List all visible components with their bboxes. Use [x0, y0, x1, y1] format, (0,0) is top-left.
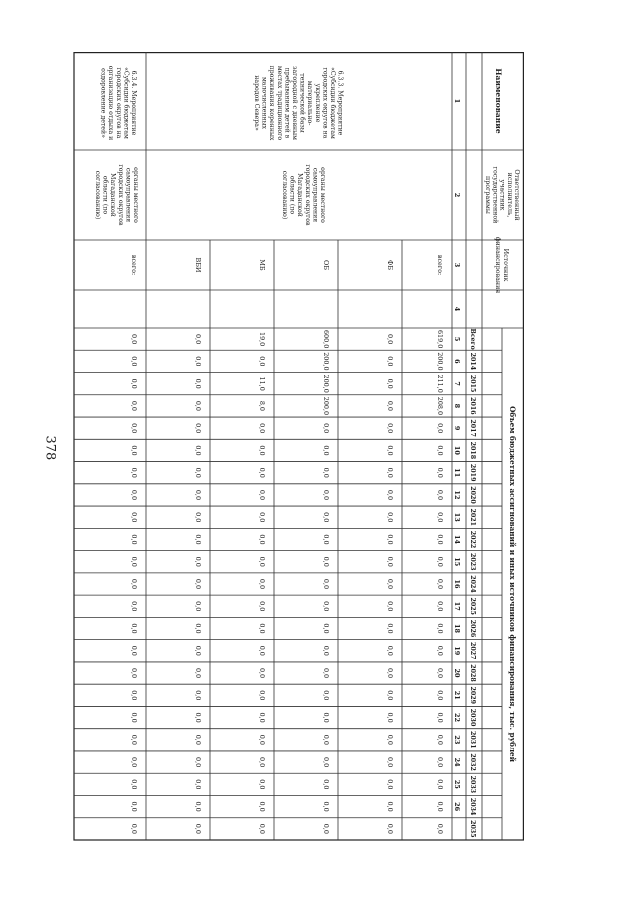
header-year: 2032: [469, 753, 476, 771]
value-cell: 0,0: [130, 378, 138, 389]
header-executor-line: Ответственный: [513, 169, 520, 221]
value-cell: 0,0: [322, 534, 330, 545]
item-executor-line: самоуправления: [311, 167, 319, 223]
item-executor-line: согласованию): [94, 170, 101, 220]
value-cell: 0,0: [386, 667, 394, 679]
value-cell: 0,0: [194, 467, 202, 478]
item-name: [253, 66, 344, 141]
value-cell: 0,0: [130, 734, 138, 745]
value-cell: 0,0: [386, 578, 394, 590]
value-cell: 0,0: [130, 467, 138, 478]
header-year: 2035: [469, 820, 476, 838]
value-cell: 0,0: [322, 801, 330, 812]
value-cell: 0,0: [194, 423, 202, 434]
value-cell: 0,0: [436, 690, 444, 701]
source-cell: ОБ: [322, 260, 330, 270]
value-cell: 0,0: [386, 423, 394, 434]
item-name-line: оздоровление детей»: [99, 68, 107, 138]
value-cell: 0,0: [322, 734, 330, 745]
value-cell: 0,0: [194, 779, 202, 790]
value-cell: 0,0: [194, 334, 202, 345]
item-name-line: местах традиционного: [275, 65, 283, 141]
table-grid: [62, 52, 524, 844]
value-cell: 0,0: [258, 757, 266, 768]
value-cell: 200,0: [322, 396, 330, 416]
header-year: 2029: [469, 686, 476, 705]
value-cell: 0,0: [436, 534, 444, 545]
value-cell: 0,0: [130, 667, 138, 679]
value-cell: 0,0: [322, 779, 330, 790]
column-number: 9: [453, 425, 461, 431]
value-cell: 208,0: [436, 396, 444, 416]
item-name-line: загородной с дневным: [291, 66, 298, 140]
value-cell: 0,0: [386, 823, 394, 834]
header-volume: Объем бюджетных ассигнований и иных источников финансирования, тыс. рублей: [508, 406, 517, 762]
item-name-line: проживания коренных: [268, 65, 276, 141]
source-cell: МБ: [258, 259, 266, 271]
column-number: 4: [453, 306, 461, 312]
source-cell: всего:: [436, 254, 444, 276]
value-cell: 0,0: [194, 757, 202, 768]
value-cell: 0,0: [436, 823, 444, 834]
value-cell: 0,0: [258, 556, 266, 567]
header-year: 2021: [469, 508, 476, 526]
header-source-line: Источник: [502, 248, 509, 282]
value-cell: 0,0: [386, 467, 394, 478]
column-number: 17: [453, 601, 461, 611]
value-cell: 600,0: [322, 329, 330, 349]
item-name-line: пребыванием детей в: [283, 67, 291, 139]
value-cell: 0,0: [194, 534, 202, 545]
value-cell: 0,0: [258, 356, 266, 367]
value-cell: 0,0: [130, 512, 138, 523]
value-cell: 0,0: [258, 534, 266, 545]
header-year: 2028: [469, 664, 476, 682]
header-source-line: финансирования: [494, 236, 501, 294]
column-number: 1: [453, 98, 461, 104]
source-cell: ВБИ: [194, 257, 202, 273]
column-number: 14: [453, 534, 461, 545]
column-number: 22: [453, 713, 461, 723]
value-cell: 0,0: [130, 423, 138, 434]
value-cell: 0,0: [386, 400, 394, 411]
value-cell: 0,0: [258, 423, 266, 434]
value-cell: 0,0: [436, 757, 444, 768]
value-cell: 0,0: [436, 423, 444, 434]
column-number: 5: [453, 336, 461, 342]
value-cell: 0,0: [322, 445, 330, 456]
value-cell: 0,0: [322, 489, 330, 501]
value-cell: 0,0: [436, 623, 444, 634]
value-cell: 0,0: [130, 445, 138, 456]
value-cell: 0,0: [130, 801, 138, 812]
value-cell: 0,0: [386, 378, 394, 389]
value-cell: 0,0: [258, 779, 266, 790]
column-number: 19: [453, 646, 461, 656]
value-cell: 0,0: [386, 445, 394, 456]
column-number: 2: [453, 192, 461, 198]
value-cell: 0,0: [258, 645, 266, 656]
value-cell: 0,0: [194, 512, 202, 523]
value-cell: 0,0: [194, 645, 202, 656]
header-year: 2017: [469, 419, 476, 437]
value-cell: 0,0: [194, 801, 202, 812]
item-executor-line: городских округов: [303, 164, 311, 226]
column-number: 10: [453, 445, 461, 455]
header-year: 2015: [469, 374, 476, 393]
value-cell: 0,0: [322, 690, 330, 701]
item-name: [100, 66, 137, 141]
header-year: 2016: [469, 397, 476, 415]
value-cell: 0,0: [194, 712, 202, 723]
item-executor: [94, 164, 139, 226]
value-cell: 0,0: [194, 400, 202, 411]
value-cell: 11,0: [258, 376, 266, 391]
value-cell: 0,0: [436, 467, 444, 478]
header-year: 2019: [469, 463, 476, 482]
item-executor-line: органы местного: [319, 167, 326, 223]
column-number: 16: [453, 579, 461, 589]
header-executor-line: программы: [484, 176, 492, 214]
item-name-line: технической базы: [298, 73, 306, 133]
header-year: 2023: [469, 552, 476, 571]
item-executor-line: области (по: [288, 175, 296, 215]
value-cell: 0,0: [258, 823, 266, 834]
item-name-line: укрепление: [313, 83, 321, 123]
column-number: 8: [453, 403, 461, 409]
column-number: 12: [453, 490, 461, 500]
value-cell: 0,0: [258, 512, 266, 523]
item-executor-line: области (по: [101, 175, 109, 215]
value-cell: 0,0: [258, 445, 266, 456]
column-number: 20: [453, 668, 461, 678]
value-cell: 0,0: [436, 645, 444, 656]
value-cell: 0,0: [386, 690, 394, 701]
column-number: 25: [453, 779, 461, 789]
value-cell: 8,0: [258, 400, 266, 411]
item-name-line: малочисленных: [260, 76, 268, 130]
item-name-line: «Субсидии бюджетам: [329, 67, 336, 139]
value-cell: 0,0: [194, 667, 202, 679]
header-year: 2022: [469, 530, 476, 549]
value-cell: 0,0: [194, 601, 202, 612]
value-cell: 0,0: [130, 356, 138, 367]
value-cell: 0,0: [386, 334, 394, 345]
value-cell: 0,0: [436, 667, 444, 679]
value-cell: 0,0: [386, 601, 394, 612]
value-cell: 0,0: [258, 734, 266, 745]
header-executor-line: исполнитель,: [505, 172, 513, 218]
value-cell: 200,0: [322, 374, 330, 393]
item-name-line: материально-: [306, 80, 314, 126]
value-cell: 0,0: [322, 712, 330, 723]
header-year: 2020: [469, 486, 476, 504]
item-name-line: 6.3.4. Мероприятие: [130, 70, 137, 136]
header-source: [494, 237, 509, 294]
value-cell: 0,0: [258, 623, 266, 634]
header-executor: [484, 167, 520, 224]
value-cell: 0,0: [386, 489, 394, 501]
value-cell: 0,0: [130, 556, 138, 567]
item-name-line: народов Севера»: [253, 75, 260, 131]
header-year: 2026: [469, 619, 476, 638]
column-number: 26: [453, 802, 461, 812]
source-cell: ФБ: [386, 259, 394, 271]
value-cell: 0,0: [322, 556, 330, 567]
value-cell: 0,0: [194, 623, 202, 634]
header-executor-line: участник: [498, 179, 506, 211]
column-number: 15: [453, 557, 461, 567]
header-year: 2034: [469, 797, 476, 816]
item-executor-line: Магаданской: [109, 173, 117, 217]
value-cell: 0,0: [194, 489, 202, 501]
item-executor-line: органы местного: [132, 167, 139, 223]
column-number: 11: [453, 468, 461, 478]
value-cell: 0,0: [436, 556, 444, 567]
value-cell: 0,0: [130, 489, 138, 501]
value-cell: 0,0: [386, 801, 394, 812]
value-cell: 0,0: [130, 712, 138, 723]
header-year: 2025: [469, 597, 476, 616]
value-cell: 0,0: [436, 601, 444, 612]
value-cell: 0,0: [436, 801, 444, 812]
value-cell: 19,0: [258, 332, 266, 347]
value-cell: 0,0: [130, 534, 138, 545]
value-cell: 0,0: [130, 601, 138, 612]
value-cell: 0,0: [436, 578, 444, 590]
value-cell: 0,0: [322, 645, 330, 656]
value-cell: 200,0: [322, 352, 330, 371]
value-cell: 0,0: [258, 467, 266, 478]
value-cell: 0,0: [386, 556, 394, 567]
item-executor-line: городских округов: [116, 164, 124, 226]
value-cell: 0,0: [322, 578, 330, 590]
value-cell: 0,0: [130, 645, 138, 656]
value-cell: 0,0: [436, 512, 444, 523]
header-total: Всего: [469, 328, 476, 350]
value-cell: 0,0: [322, 601, 330, 612]
item-executor-line: самоуправления: [124, 167, 132, 223]
column-number: 6: [453, 359, 461, 364]
value-cell: 0,0: [436, 734, 444, 745]
value-cell: 0,0: [258, 690, 266, 701]
column-number: 23: [453, 735, 461, 745]
header-year: 2024: [469, 575, 476, 593]
value-cell: 0,0: [322, 667, 330, 679]
value-cell: 200,0: [436, 352, 444, 371]
header-year: 2033: [469, 775, 476, 794]
value-cell: 0,0: [130, 334, 138, 345]
value-cell: 0,0: [386, 356, 394, 367]
value-cell: 0,0: [130, 757, 138, 768]
header-year: 2014: [469, 352, 476, 371]
item-executor-line: согласованию): [281, 170, 288, 220]
value-cell: 0,0: [194, 690, 202, 701]
column-number: 21: [453, 690, 461, 700]
value-cell: 0,0: [130, 400, 138, 411]
column-number: 13: [453, 512, 461, 522]
value-cell: 0,0: [194, 823, 202, 834]
value-cell: 0,0: [130, 779, 138, 790]
value-cell: 0,0: [258, 712, 266, 723]
value-cell: 0,0: [258, 578, 266, 590]
value-cell: 0,0: [386, 623, 394, 634]
page-number: 378: [42, 435, 58, 461]
item-name-line: «Субсидии бюджетам: [122, 67, 130, 139]
value-cell: 0,0: [436, 779, 444, 790]
value-cell: 0,0: [194, 578, 202, 590]
item-executor-line: Магаданской: [296, 173, 304, 217]
header-year: 2027: [469, 642, 476, 660]
header-year: 2018: [469, 441, 476, 460]
value-cell: 0,0: [258, 801, 266, 812]
value-cell: 0,0: [386, 779, 394, 790]
value-cell: 0,0: [258, 601, 266, 612]
column-number: 3: [453, 262, 461, 268]
value-cell: 0,0: [386, 512, 394, 523]
value-cell: 0,0: [322, 467, 330, 478]
item-name-line: городских округов на: [321, 67, 329, 139]
column-number: 18: [453, 623, 461, 634]
value-cell: 0,0: [386, 734, 394, 745]
header-year: 2030: [469, 708, 476, 727]
value-cell: 211,0: [436, 374, 444, 393]
column-number: 7: [453, 381, 461, 386]
source-cell: всего:: [130, 254, 138, 276]
value-cell: 0,0: [194, 556, 202, 567]
value-cell: 0,0: [130, 578, 138, 590]
value-cell: 0,0: [322, 423, 330, 434]
value-cell: 0,0: [130, 823, 138, 834]
item-name-line: городских округов на: [114, 67, 122, 139]
item-executor: [281, 164, 326, 226]
value-cell: 0,0: [322, 757, 330, 768]
value-cell: 0,0: [386, 534, 394, 545]
value-cell: 0,0: [386, 645, 394, 656]
item-name-line: организацию отдыха и: [107, 65, 115, 141]
value-cell: 0,0: [194, 734, 202, 745]
value-cell: 0,0: [194, 356, 202, 367]
value-cell: 0,0: [386, 712, 394, 723]
item-name-line: 6.3.3. Мероприятие: [336, 70, 344, 136]
value-cell: 0,0: [436, 712, 444, 723]
value-cell: 0,0: [258, 667, 266, 679]
value-cell: 0,0: [130, 623, 138, 634]
value-cell: 0,0: [130, 690, 138, 701]
column-number: 24: [453, 757, 461, 767]
value-cell: 619,0: [436, 329, 444, 349]
header-year: 2031: [469, 731, 476, 749]
value-cell: 0,0: [436, 489, 444, 501]
value-cell: 0,0: [258, 489, 266, 501]
value-cell: 0,0: [322, 512, 330, 523]
value-cell: 0,0: [322, 823, 330, 834]
header-name: Наименование: [494, 68, 503, 134]
value-cell: 0,0: [386, 757, 394, 768]
header-executor-line: государственной: [491, 166, 499, 224]
financing-table: [62, 52, 524, 844]
value-cell: 0,0: [322, 623, 330, 634]
value-cell: 0,0: [194, 445, 202, 456]
value-cell: 0,0: [194, 378, 202, 389]
value-cell: 0,0: [436, 445, 444, 456]
